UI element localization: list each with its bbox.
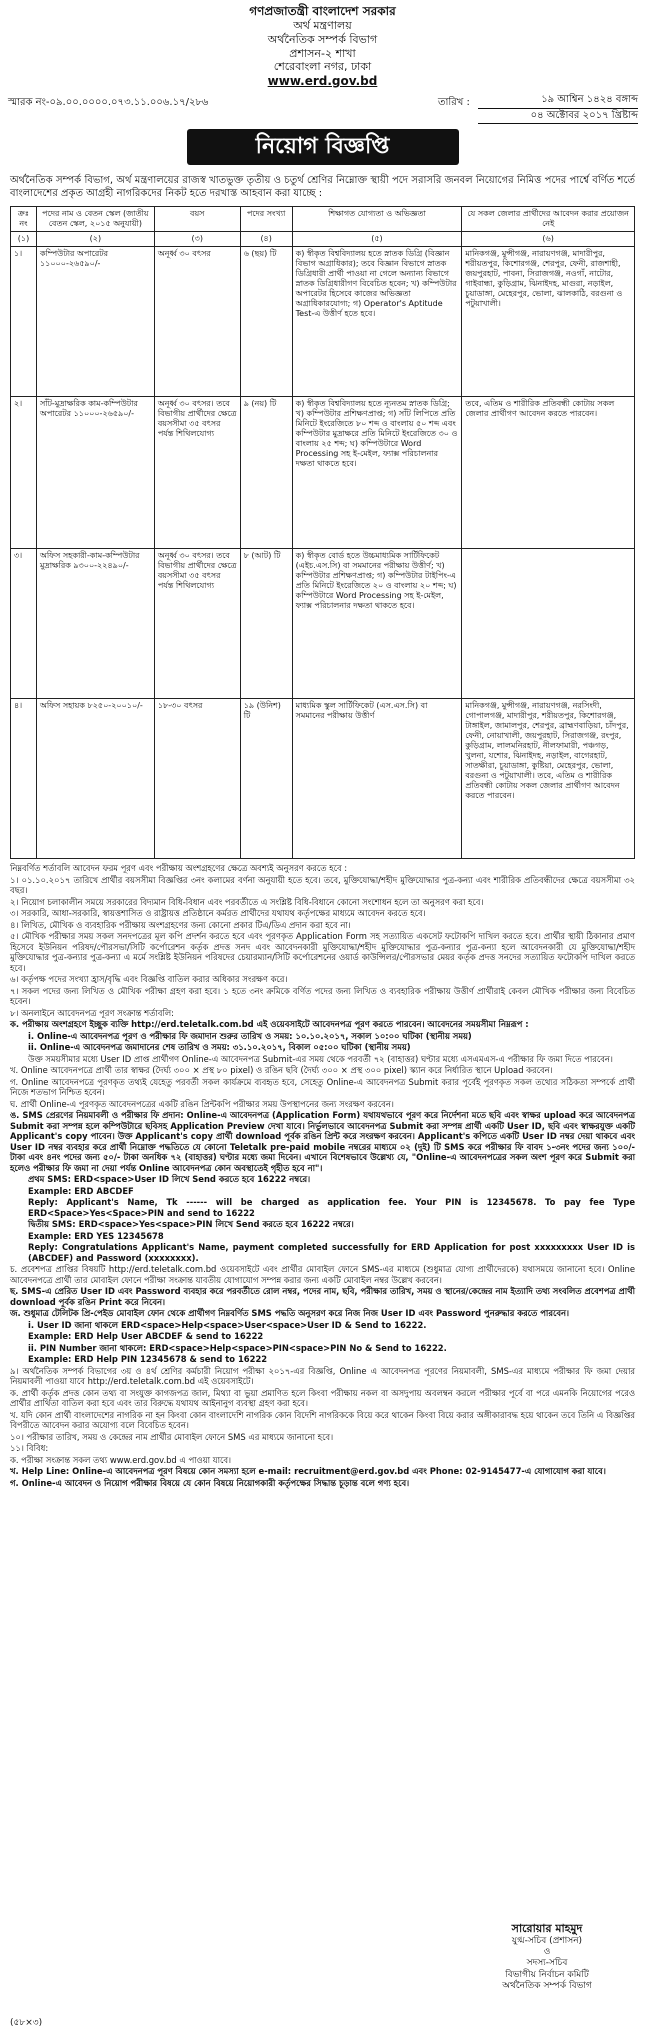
- row-qualification: ক) স্বীকৃত বিশ্ববিদ্যালয় হতে ন্যূনতম স্নাতক ডিগ্রি; খ) কম্পিউটার প্রশিক্ষণপ্রাপ্ত; গ) সাঁট লিপিতে প্রতি মিনিটে ইংরেজিতে ৮০ শব্দ ও বাংলায় ৫০ শব্দ এবং কম্পিউটার মুদ্রাক্ষরে প্রতি মিনিটে ইংরেজিতে ৩০ ও বাংলায় ২৫ শব্দ; ঘ) কম্পিউটারে Word Processing সহ ই-মেইল, ফ্যাক্স পরিচালনার দক্ষতা থাকতে হবে।: [292, 397, 462, 549]
- condition-item: ৯। অর্থনৈতিক সম্পর্ক বিভাগের ৩য় ও ৪র্থ শ্রেণির কর্মচারী নিয়োগ পরীক্ষা ২০১৭-এর বিজ্ঞপ্তি, Online এ আবেদনপত্র পূরণের নিয়মাবলী, SMS-এর মাধ্যমে পরীক্ষার ফি জমা দেয়ার নিয়মাবলী পাওয়া যাবে http://erd.teletalk.com.bd এই ওয়েবসাইটে।: [10, 1365, 635, 1386]
- condition-item: Example: ERD ABCDEF: [28, 1185, 134, 1196]
- row-excluded: মানিকগঞ্জ, মুন্সীগঞ্জ, নারায়ণগঞ্জ, নরসিংদী, গোপালগঞ্জ, মাদারীপুর, শরীয়তপুর, কিশোরগঞ্জ, টাঙ্গাইল, জামালপুর, শেরপুর, ব্রাহ্মণবাড়িয়া, চাঁদপুর, ফেনী, নোয়াখালী, জয়পুরহাট, সিরাজগঞ্জ, রংপুর, কুড়িগ্রাম, লালমনিরহাট, নীলফামারী, পঞ্চগড়, খুলনা, যশোর, ঝিনাইদহ, নড়াইল, বাগেরহাট, সাতক্ষীরা, চুয়াডাঙ্গা, কুষ্টিয়া, মেহেরপুর, ভোলা, বরগুনা ও পটুয়াখালী। তবে, এতিম ও শারীরিক প্রতিবন্ধী কোটায় সকল জেলার প্রার্থীগণ আবেদন করতে পারবেন।: [462, 699, 635, 859]
- col-header-qualification: শিক্ষাগত যোগ্যতা ও অভিজ্ঞতা: [292, 207, 462, 232]
- signatory-title: যুগ্ম-সচিব (প্রশাসন): [511, 1935, 583, 1946]
- date-bangla: ১৯ আশ্বিন ১৪২৪ বঙ্গাব্দ: [478, 93, 638, 109]
- signatory-committee: বিভাগীয় নির্বাচন কমিটি: [505, 1969, 589, 1980]
- row-post: সাঁট-মুদ্রাক্ষরিক কাম-কম্পিউটার অপারেটর ১১০০০-২৬৫৯০/-: [36, 397, 154, 549]
- website-link[interactable]: www.erd.gov.bd: [267, 74, 378, 88]
- condition-item: ক. পরীক্ষা সংক্রান্ত সকল তথ্য www.erd.gov.bd এ পাওয়া যাবে।: [10, 1454, 232, 1465]
- condition-item: ৬। কর্তৃপক্ষ পদের সংখ্যা হ্রাস/বৃদ্ধি এবং বিজ্ঞপ্তি বাতিল করার অধিকার সংরক্ষণ করে।: [10, 974, 288, 984]
- condition-item: ৭। সকল পদের জন্য লিখিত ও মৌখিক পরীক্ষা গ্রহণ করা হবে। ১ হতে ৩নং ক্রমিকে বর্ণিত পদের জন্য লিখিত ও ব্যবহারিক পরীক্ষায় উত্তীর্ণ প্রার্থীরাই কেবল মৌখিক পরীক্ষার জন্য বিবেচিত হবেন।: [10, 985, 635, 1006]
- condition-item: ১০। পরীক্ষার তারিখ, সময় ও কেন্দ্রের নাম প্রার্থীর মোবাইল ফোনে SMS এর মাধ্যমে জানানো হবে।: [10, 1431, 334, 1442]
- row-age: অনূর্ধ্ব ৩০ বৎসর। তবে বিভাগীয় প্রার্থীদের ক্ষেত্রে বয়সসীমা ৩৫ বৎসর পর্যন্ত শিথিলযোগ্য: [154, 549, 240, 699]
- intro-paragraph: অর্থনৈতিক সম্পর্ক বিভাগ, অর্থ মন্ত্রণালয়ের রাজস্ব খাতভুক্ত তৃতীয় ও চতুর্থ শ্রেণির নিম্নোক্ত স্থায়ী পদে সরাসরি জনবল নিয়োগের নিমিত্ত পদের পার্শ্বে বর্ণিত শর্তে বাংলাদেশের প্রকৃত আগ্রহী নাগরিকদের নিকট হতে দরখাস্ত আহবান করা যাচ্ছে :: [10, 175, 635, 199]
- condition-item: ii. Online-এ আবেদনপত্র জমাদানের শেষ তারিখ ও সময়: ৩১.১০.২০১৭, বিকাল ০৫:০০ ঘটিকা (স্থানীয় সময়): [28, 1042, 411, 1052]
- condition-item: ৪। লিখিত, মৌখিক ও ব্যবহারিক পরীক্ষায় অংশগ্রহণের জন্য কোনো প্রকার টিএ/ডিএ প্রদান করা হবে না।: [10, 919, 351, 930]
- signatory-name: সারোয়ার মাহমুদ: [511, 1922, 583, 1935]
- condition-item: ১১। বিবিধ:: [10, 1443, 49, 1453]
- condition-item: ৩। সরকারি, আধা-সরকারি, স্বায়ত্তশাসিত ও রাষ্ট্রায়ত্ত প্রতিষ্ঠানে কর্মরত প্রার্থীদের যথাযথ কর্তৃপক্ষের মাধ্যমে আবেদন করতে হবে।: [10, 908, 426, 918]
- date-english: ০৪ অক্টোবর ২০১৭ খ্রিষ্টাব্দ: [478, 109, 638, 125]
- condition-item: প্রথম SMS: ERD<space>User ID লিখে Send করতে হবে 16222 নম্বরে।: [28, 1174, 311, 1184]
- table-row: [11, 549, 635, 699]
- signatory-division: অর্থনৈতিক সম্পর্ক বিভাগ: [502, 1980, 592, 1991]
- address: শেরেবাংলা নগর, ঢাকা: [273, 60, 372, 74]
- condition-item: ঙ. SMS প্রেরণের নিয়মাবলী ও পরীক্ষার ফি প্রদান: Online-এ আবেদনপত্র (Application Form) যথাযথভাবে পূরণ করে নির্দেশনা মতে ছবি এবং স্বাক্ষর upload করে আবেদনপত্র Submit করা সম্পন্ন হলে কম্পিউটারে ছবিসহ Application Preview দেখা যাবে। নির্ভুলভাবে আবেদনপত্র Submit করা সম্পন্ন প্রার্থী একটি User ID, ছবি এবং স্বাক্ষরযুক্ত একটি Applicant's copy পাবেন। উক্ত Applicant's copy প্রার্থী download পূর্বক রঙিন প্রিন্ট করে সংরক্ষণ করবেন। Applicant's কপিতে একটি User ID নম্বর দেয়া থাকবে এবং User ID নম্বর ব্যবহার করে প্রার্থী নিম্নোক্ত পদ্ধতিতে যে কোনো Teletalk pre-paid mobile নম্বরের মাধ্যমে ০২ (দুই) টি SMS করে পরীক্ষার ফি বাবদ ১-৩নং পদের জন্য ১০০/- টাকা এবং ৪নং পদের জন্য ৫০/- টাকা অনধিক ৭২ (বাহাত্তর) ঘণ্টার মধ্যে জমা দিবেন। এখানে বিশেষভাবে উল্লেখ্য যে, "Online-এ আবেদনপত্রের সকল অংশ পূরণ করে Submit করা হলেও পরীক্ষার ফি জমা না দেয়া পর্যন্ত Online আবেদনপত্র কোন অবস্থাতেই গৃহীত হবে না"।: [10, 1110, 635, 1173]
- row-qualification: ক) স্বীকৃত বিশ্ববিদ্যালয় হতে স্নাতক ডিগ্রি (বিজ্ঞান বিভাগ অগ্রাধিকার); তবে বিজ্ঞান বিভাগে স্নাতক ডিগ্রিধারী প্রার্থী পাওয়া না গেলে অন্যান্য বিভাগে স্নাতক ডিগ্রিধারীগণ বিবেচিত হবেন; খ) কম্পিউটার অপারেটর হিসেবে কাজের অভিজ্ঞতা অগ্রাধিকারযোগ্য; গ) Operator's Aptitude Test-এ উত্তীর্ণ হতে হবে।: [292, 247, 462, 397]
- condition-item: ছ. SMS-এ প্রেরিত User ID এবং Password ব্যবহার করে পরবর্তীতে রোল নম্বর, পদের নাম, ছবি, পরীক্ষার তারিখ, সময় ও স্থানের/কেন্দ্রের নাম ইত্যাদি তথ্য সংবলিত প্রবেশপত্র প্রার্থী download পূর্বক রঙিন Print করে নিবেন।: [10, 1286, 635, 1307]
- row-count: ৮ (আট) টি: [240, 549, 292, 699]
- condition-item: i. Online-এ আবেদনপত্র পূরণ ও পরীক্ষার ফি জমাদান শুরুর তারিখ ও সময়: ১০.১০.২০১৭, সকাল ১০:০০ ঘটিকা (স্থানীয় সময়): [28, 1030, 472, 1041]
- condition-item: চ. প্রবেশপত্র প্রাপ্তির বিষয়টি http://erd.teletalk.com.bd ওয়েবসাইটে এবং প্রার্থীর মোবাইল ফোনে SMS-এর মাধ্যমে (শুধুমাত্র যোগ্য প্রার্থীদেরকে) যথাসময়ে জানানো হবে। Online আবেদনপত্রে প্রার্থী তার মোবাইল ফোনে পরীক্ষা সংক্রান্ত যাবতীয় যোগাযোগ সম্পন্ন করার জন্য একটি মোবাইল নম্বর উল্লেখ করবেন।: [10, 1264, 635, 1285]
- row-sl: ৪।: [11, 699, 37, 859]
- row-sl: ২।: [11, 397, 37, 549]
- division-name: অর্থনৈতিক সম্পর্ক বিভাগ: [267, 32, 378, 46]
- condition-item: Example: ERD Help PIN 12345678 & send to 16222: [28, 1354, 268, 1364]
- condition-item: খ. Online আবেদনপত্রে প্রার্থী তার স্বাক্ষর (দৈর্ঘ্য ৩০০ × প্রস্থ ৮০ pixel) ও রঙিন ছবি (দৈর্ঘ্য ৩০০ × প্রস্থ ৩০০ pixel) স্ক্যান করে নির্ধারিত স্থানে Upload করবেন।: [10, 1065, 553, 1075]
- row-post: অফিস সহায়ক ৮২৫০-২০০১০/-: [36, 699, 154, 859]
- row-excluded: মানিকগঞ্জ, মুন্সীগঞ্জ, নারায়ণগঞ্জ, মাদারীপুর, শরীয়তপুর, কিশোরগঞ্জ, শেরপুর, ফেনী, রাজশাহী, জয়পুরহাট, পাবনা, সিরাজগঞ্জ, নওগাঁ, নাটোর, গাইবান্ধা, কুড়িগ্রাম, ঝিনাইদহ, মাগুরা, নড়াইল, চুয়াডাঙ্গা, মেহেরপুর, ভোলা, ঝালকাঠি, বরগুনা ও পটুয়াখালী।: [462, 247, 635, 397]
- row-age: অনূর্ধ্ব ৩০ বৎসর: [154, 247, 240, 397]
- condition-item: Example: ERD Help User ABCDEF & send to 16222: [28, 1331, 264, 1341]
- condition-item: নিম্নবর্ণিত শর্তাবলি আবেদন ফরম পূরণ এবং পরীক্ষায় অংশগ্রহণের ক্ষেত্রে অবশ্যই অনুসরণ করতে হবে :: [10, 863, 348, 873]
- conditions-list: [10, 863, 635, 1488]
- col-header-sl: ক্রঃ নং: [11, 207, 37, 232]
- condition-item: Reply: Congratulations Applicant's Name, payment completed successfully for ERD Application for post xxxxxxxxx User ID is (ABCDEF) and Password (xxxxxxxx).: [28, 1242, 635, 1263]
- condition-item: গ. Online-এ আবেদন ও নিয়োগ পরীক্ষার বিষয়ে যে কোন বিষয়ে নিয়োগকারী কর্তৃপক্ষের সিদ্ধান্ত চূড়ান্ত বলে গণ্য হবে।: [10, 1477, 410, 1488]
- col-number: (১): [11, 232, 37, 247]
- govt-name: গণপ্রজাতন্ত্রী বাংলাদেশ সরকার: [249, 4, 396, 18]
- col-number: (২): [36, 232, 154, 247]
- row-sl: ১।: [11, 247, 37, 397]
- table-column-number-row: [11, 232, 635, 247]
- condition-item: খ. যদি কোন প্রার্থী বাংলাদেশের নাগরিক না হন কিংবা কোন বাংলাদেশি নাগরিক কোন বিদেশি নাগরিককে বিয়ে করে থাকেন কিংবা বিয়ে করার অঙ্গীকারাবদ্ধ হয়ে থাকেন তবে তিনি এ বিজ্ঞপ্তির বিপরীতে আবেদন করার অযোগ্য বলে বিবেচিত হবেন।: [10, 1409, 635, 1430]
- condition-item: খ. Help Line: Online-এ আবেদনপত্র পূরণ বিষয়ে কোন সমস্যা হলে e-mail: recruitment@erd.gov.bd এবং Phone: 02-9145477-এ যোগাযোগ করা যাবে।: [10, 1466, 606, 1476]
- row-post: কম্পিউটার অপারেটর ১১০০০-২৬৫৯০/-: [36, 247, 154, 397]
- col-number: (৬): [462, 232, 635, 247]
- ministry-name: অর্থ মন্ত্রণালয়: [293, 19, 352, 32]
- posts-table: [10, 206, 635, 859]
- condition-item: Example: ERD YES 12345678: [28, 1230, 164, 1241]
- row-count: ৯ (নয়) টি: [240, 397, 292, 549]
- condition-item: জ. শুধুমাত্র টেলিটক প্রি-পেইড মোবাইল ফোন থেকে প্রার্থীগণ নিম্নবর্ণিত SMS পদ্ধতি অনুসরণ করে নিজ নিজ User ID এবং Password পুনরুদ্ধার করতে পারবেন।: [10, 1308, 569, 1318]
- date-label: তারিখ :: [438, 97, 470, 108]
- col-header-post: পদের নাম ও বেতন স্কেল (জাতীয় বেতন স্কেল, ২০১৫ অনুযায়ী): [36, 207, 154, 232]
- memo-row: [8, 93, 637, 127]
- col-header-excluded-districts: যে সকল জেলার প্রার্থীদের আবেদন করার প্রয়োজন নেই: [462, 207, 635, 232]
- letterhead: [0, 0, 645, 89]
- row-excluded: তবে, এতিম ও শারীরিক প্রতিবন্ধী কোটায় সকল জেলার প্রার্থীগণ আবেদন করতে পারবেন।: [462, 397, 635, 549]
- col-number: (৩): [154, 232, 240, 247]
- table-header-row: [11, 207, 635, 232]
- condition-item: ৮। অনলাইনে আবেদনপত্র পূরণ সংক্রান্ত শর্তাবলি:: [10, 1007, 174, 1018]
- row-qualification: ক) স্বীকৃত বোর্ড হতে উচ্চমাধ্যমিক সার্টিফিকেট (এইচ.এস.সি) বা সমমানের পরীক্ষায় উত্তীর্ণ; খ) কম্পিউটার প্রশিক্ষণপ্রাপ্ত; গ) কম্পিউটার টাইপিং-এ প্রতি মিনিটে ইংরেজিতে ২০ ও বাংলায় ২০ শব্দ; ঘ) কম্পিউটারে Word Processing সহ ই-মেইল, ফ্যাক্স পরিচালনার দক্ষতা থাকতে হবে।: [292, 549, 462, 699]
- condition-item: i. User ID জানা থাকলে ERD<space>Help<space>User<space>User ID & Send to 16222.: [28, 1319, 427, 1330]
- col-number: (৫): [292, 232, 462, 247]
- condition-item: ৫। মৌখিক পরীক্ষার সময় সকল সনদপত্রের মূল কপি প্রদর্শন করতে হবে এবং পূরণকৃত Application Form সহ সত্যায়িত একসেট ফটোকপি দাখিল করতে হবে। প্রার্থীর স্থায়ী ঠিকানার প্রমাণ হিসেবে ইউনিয়ন পরিষদ/পৌরসভা/সিটি কর্পোরেশন কর্তৃক প্রদত্ত সনদ এবং আবেদনকারী মুক্তিযোদ্ধা/শহীদ মুক্তিযোদ্ধার পুত্র-কন্যার পুত্র-কন্যা হলে আবেদনকারী যে মুক্তিযোদ্ধা/শহীদ মুক্তিযোদ্ধার পুত্র-কন্যার পুত্র-কন্যা এ মর্মে সংশ্লিষ্ট ইউনিয়ন পরিষদের চেয়ারম্যান/সিটি কর্পোরেশনের ওয়ার্ড কাউন্সিলর/পৌরসভার মেয়র কর্তৃক প্রদত্ত সনদের সত্যায়িত ফটোকপি দাখিল করতে হবে।: [10, 931, 635, 973]
- condition-item: উক্ত সময়সীমার মধ্যে User ID প্রাপ্ত প্রার্থীগণ Online-এ আবেদনপত্র Submit-এর সময় থেকে পরবর্তী ৭২ (বাহাত্তর) ঘণ্টার মধ্যে এসএমএস-এ পরীক্ষার ফি জমা দিতে পারবেন।: [28, 1053, 613, 1064]
- condition-item: দ্বিতীয় SMS: ERD<space>Yes<space>PIN লিখে Send করতে হবে 16222 নম্বরে।: [28, 1219, 354, 1229]
- row-post: অফিস সহকারী-কাম-কম্পিউটার মুদ্রাক্ষরিক ৯৩০০-২২৪৯০/-: [36, 549, 154, 699]
- row-count: ১৯ (উনিশ) টি: [240, 699, 292, 859]
- col-header-count: পদের সংখ্যা: [240, 207, 292, 232]
- print-code: (৫৮×৩): [10, 2018, 43, 2028]
- condition-item: ii. PIN Number জানা থাকলে: ERD<space>Help<space>PIN<space>PIN No & Send to 16222.: [28, 1342, 447, 1353]
- row-sl: ৩।: [11, 549, 37, 699]
- row-qualification: মাধ্যমিক স্কুল সার্টিফিকেট (এস.এস.সি) বা সমমানের পরীক্ষায় উত্তীর্ণ: [292, 699, 462, 859]
- signature-block: [477, 1922, 617, 1992]
- condition-item: ক. পরীক্ষায় অংশগ্রহণে ইচ্ছুক ব্যক্তি http://erd.teletalk.com.bd এই ওয়েবসাইটে আবেদনপত্র পূরণ করতে পারবেন। আবেদনের সময়সীমা নিম্নরূপ :: [10, 1019, 529, 1029]
- date-block: [478, 93, 638, 124]
- row-age: অনূর্ধ্ব ৩০ বৎসর। তবে বিভাগীয় প্রার্থীদের ক্ষেত্রে বয়সসীমা ৩৫ বৎসর পর্যন্ত শিথিলযোগ্য: [154, 397, 240, 549]
- notice-title: নিয়োগ বিজ্ঞপ্তি: [187, 129, 459, 165]
- row-age: ১৮-৩০ বৎসর: [154, 699, 240, 859]
- condition-item: Reply: Applicant's Name, Tk ------ will be charged as application fee. Your PIN is 12345678. To pay fee Type ERD<Space>Yes<Space>PIN and send to 16222: [28, 1197, 635, 1218]
- row-excluded: [462, 549, 635, 699]
- col-number: (৪): [240, 232, 292, 247]
- branch-name: প্রশাসন-২ শাখা: [289, 46, 356, 60]
- col-header-age: বয়স: [154, 207, 240, 232]
- table-row: [11, 397, 635, 549]
- row-count: ৬ (ছয়) টি: [240, 247, 292, 397]
- memo-number: স্মারক নং-০৯.০০.০০০০.০৭৩.১১.০০৬.১৭/২৮৬: [8, 97, 209, 108]
- condition-item: ১। ০১.১০.২০১৭ তারিখে প্রার্থীর বয়সসীমা বিজ্ঞপ্তির ৩নং কলামের বর্ণনা অনুযায়ী হতে হবে। তবে, মুক্তিযোদ্ধা/শহীদ মুক্তিযোদ্ধার পুত্র-কন্যা এবং শারীরিক প্রতিবন্ধীদের ক্ষেত্রে বয়সসীমা ৩২ বছর।: [10, 874, 635, 895]
- condition-item: ২। নিয়োগ চলাকালীন সময়ে সরকারের বিদ্যমান বিধি-বিধান এবং পরবর্তীতে এ সংশ্লিষ্ট বিধি-বিধানে কোনো সংশোধন হলে তা অনুসরণ করা হবে।: [10, 896, 484, 907]
- condition-item: ক. প্রার্থী কর্তৃক প্রদত্ত কোন তথ্য বা সংযুক্ত কাগজপত্র জাল, মিথ্যা বা ভুয়া প্রমাণিত হলে কিংবা পরীক্ষায় নকল বা অসদুপায় অবলম্বন করলে পরীক্ষার পূর্বে বা পরে এমনকি নিয়োগের পরেও প্রার্থীর প্রার্থিতা বাতিল করা হবে এবং তার বিরুদ্ধে যথাযথ আইনানুগ ব্যবস্থা গ্রহণ করা হবে।: [10, 1387, 635, 1408]
- condition-item: ঘ. প্রার্থী Online-এ পূরণকৃত আবেদনপত্রের একটি রঙিন প্রিন্টকপি পরীক্ষার সময় উপস্থাপনের জন্য সংরক্ষণ করবেন।: [10, 1098, 394, 1109]
- table-row: [11, 699, 635, 859]
- condition-item: গ. Online আবেদনপত্রে পূরণকৃত তথ্যই যেহেতু পরবর্তী সকল কার্যক্রমে ব্যবহৃত হবে, সেহেতু Online-এ আবেদনপত্র Submit করার পূর্বেই পূরণকৃত সকল তথ্যের সঠিকতা সম্পর্কে প্রার্থী নিজে শতভাগ নিশ্চিত হবেন।: [10, 1076, 635, 1097]
- signatory-conj: ও: [543, 1947, 551, 1957]
- signatory-role: সদস্য-সচিব: [526, 1958, 568, 1969]
- table-row: [11, 247, 635, 397]
